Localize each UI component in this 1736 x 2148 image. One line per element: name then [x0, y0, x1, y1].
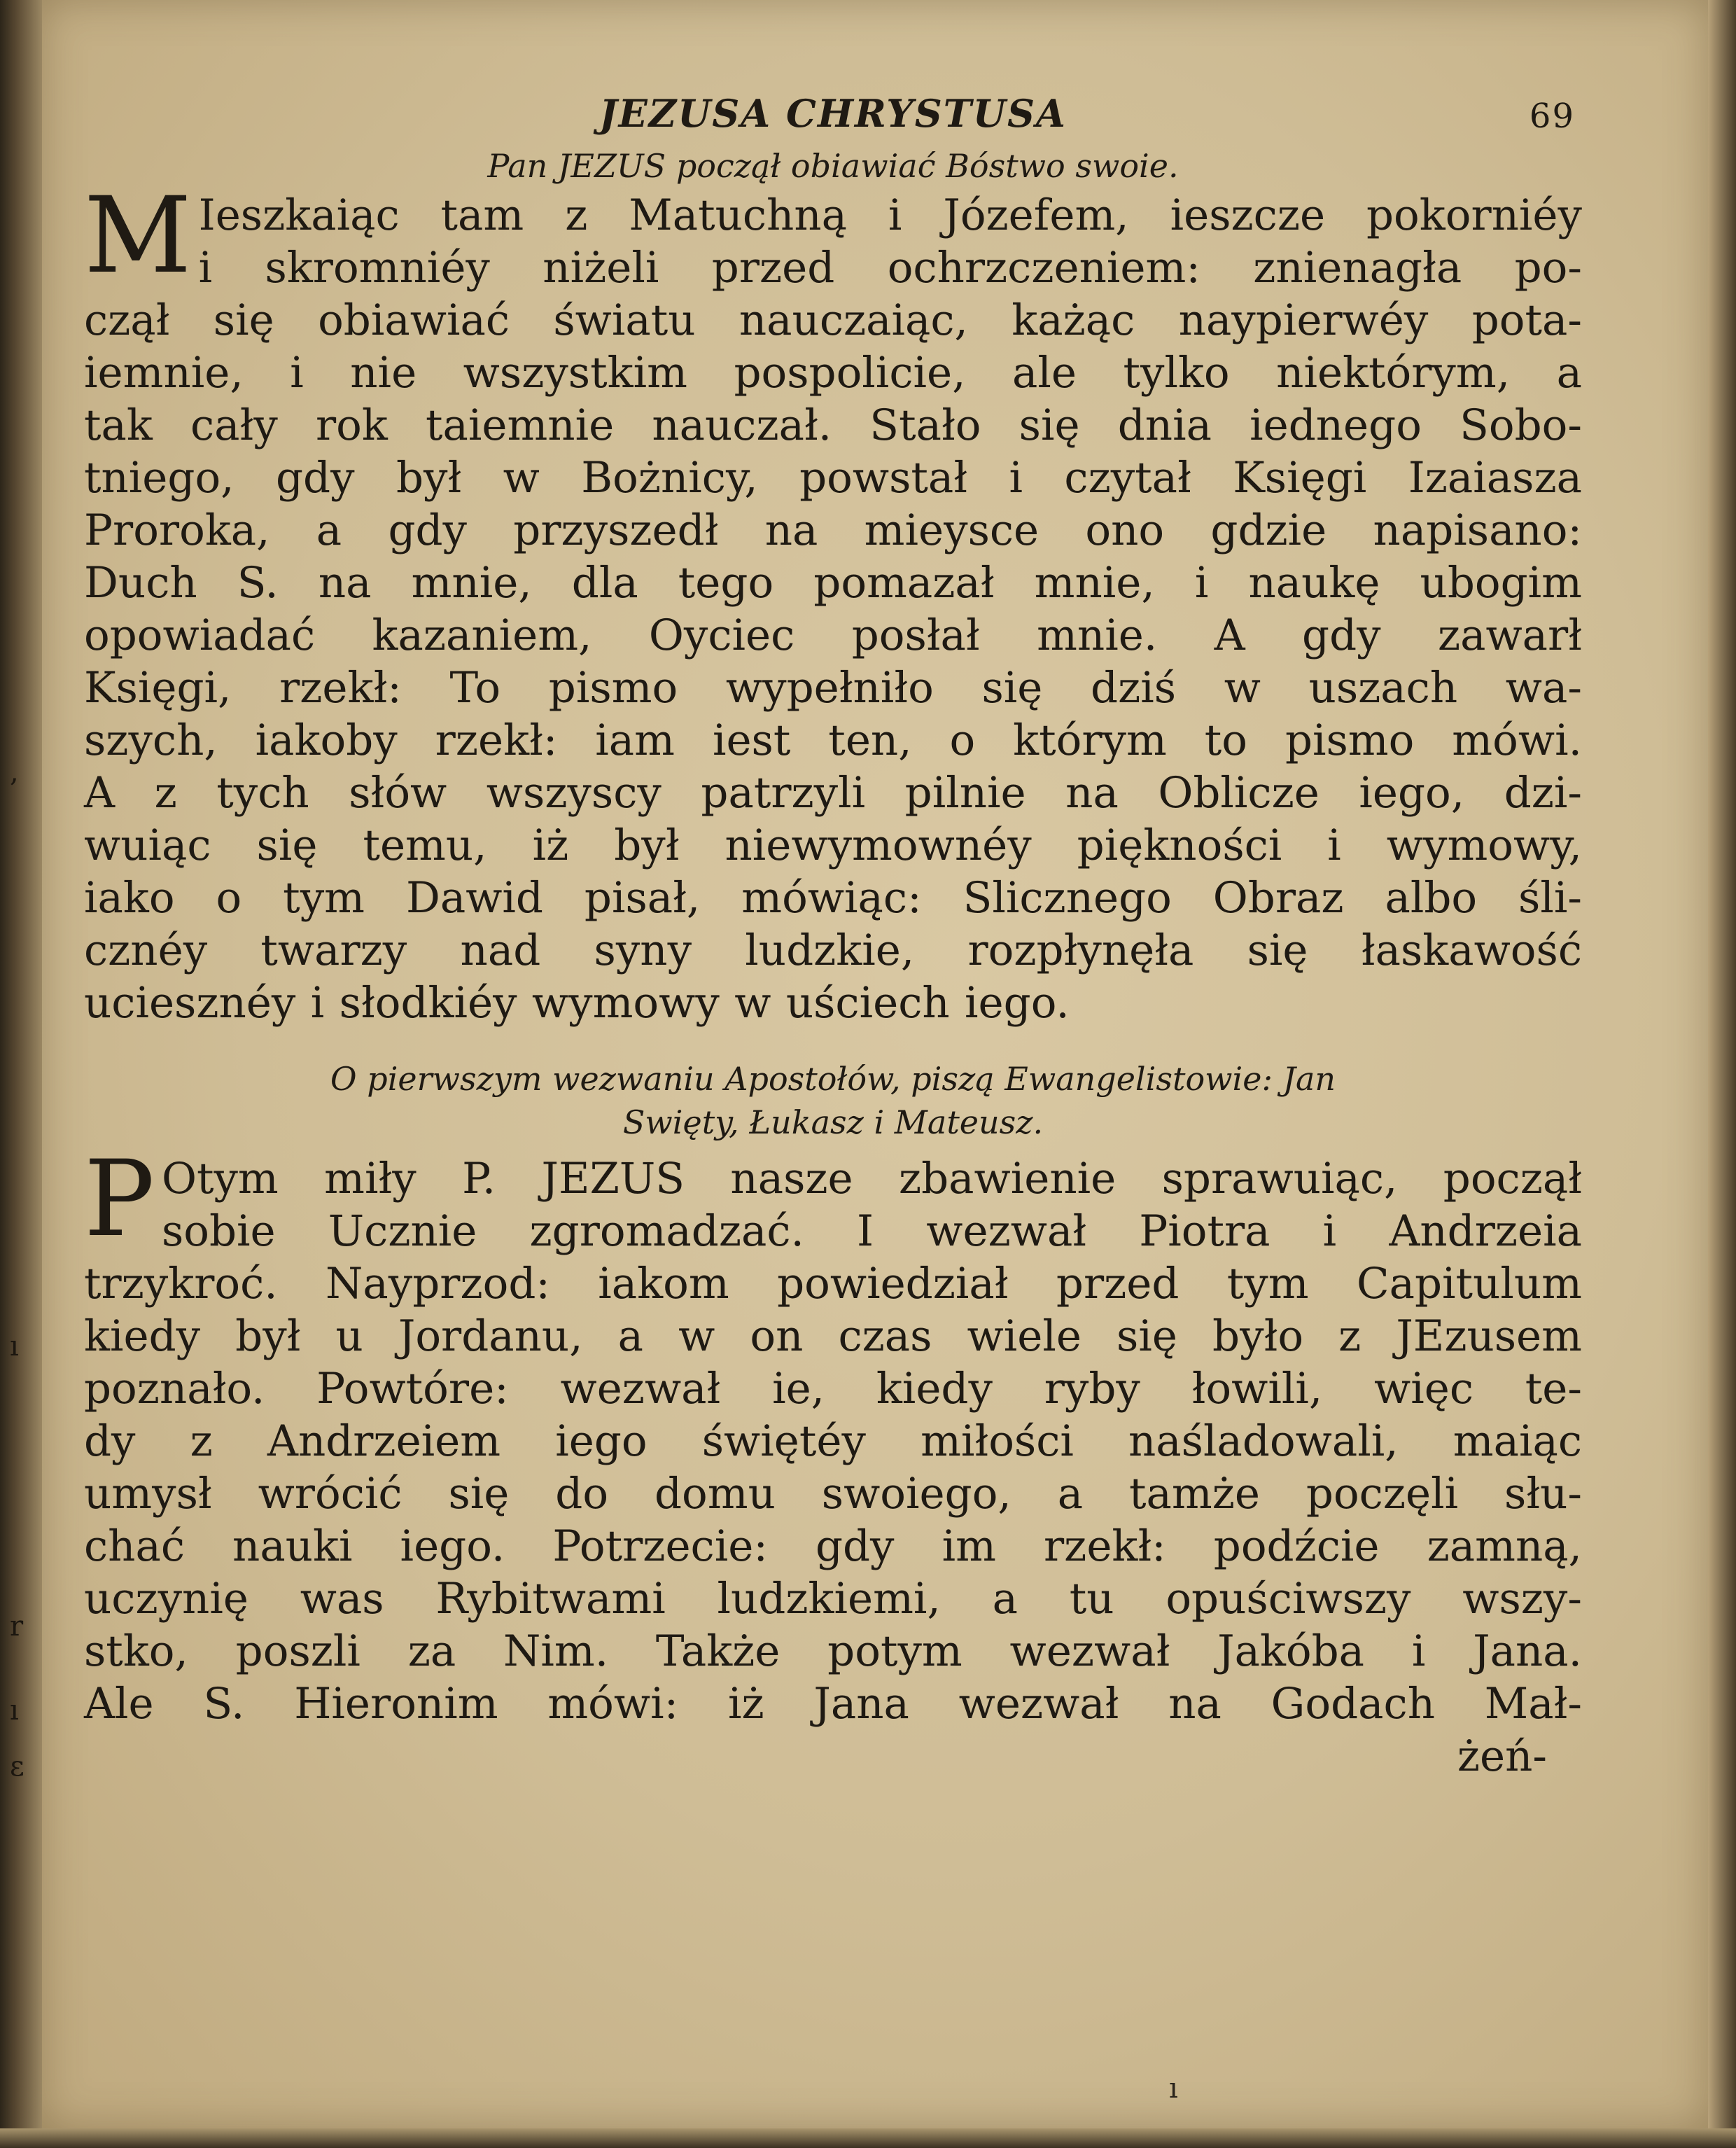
text-line: trzykroć. Nayprzod: iakom powiedział przed tym Capitulum — [84, 1259, 1582, 1309]
chapter-subheading: Pan JEZUS począł obiawiać Bóstwo swoie. — [487, 147, 1179, 185]
page-bottom-edge — [0, 2128, 1736, 2148]
text-line: Ieszkaiąc tam z Matuchną i Józefem, ieszcze pokorniéy — [198, 190, 1582, 240]
text-line: uciesznéy i słodkiéy wymowy w uściech iego. — [84, 978, 1070, 1028]
paragraph-2 — [84, 1138, 1582, 1730]
text-line: iako o tym Dawid pisał, mówiąc: Slicznego Obraz albo śli- — [84, 873, 1582, 923]
text-line: i skromniéy niżeli przed ochrzczeniem: znienagła po- — [198, 243, 1582, 293]
text-line: czął się obiawiać światu nauczaiąc, każąc naypierwéy pota- — [84, 295, 1582, 345]
signature-mark: ı — [1169, 2072, 1178, 2105]
running-head — [84, 91, 1582, 147]
text-line: kiedy był u Jordanu, a w on czas wiele się było z JEzusem — [84, 1311, 1582, 1361]
text-line: dy z Andrzeiem iego świętéy miłości naśladowali, maiąc — [84, 1416, 1582, 1466]
text-line: Otym miły P. JEZUS nasze zbawienie sprawuiąc, począł — [161, 1154, 1582, 1204]
text-line: chać nauki iego. Potrzecie: gdy im rzekł: podźcie zamną, — [84, 1521, 1582, 1571]
section-title-line: Swięty, Łukasz i Mateusz. — [622, 1103, 1044, 1141]
text-line: umysł wrócić się do domu swoiego, a tamże poczęli słu- — [84, 1469, 1582, 1519]
text-line: Księgi, rzekł: To pismo wypełniło się dziś w uszach wa- — [84, 663, 1582, 713]
text-line: Duch S. na mnie, dla tego pomazał mnie, i naukę ubogim — [84, 558, 1582, 608]
drop-cap-2: P — [84, 1138, 155, 1260]
page-right-edge — [1708, 0, 1736, 2148]
drop-cap-1: M — [84, 175, 192, 297]
text-line: stko, poszli za Nim. Także potym wezwał Jakóba i Jana. — [84, 1626, 1582, 1676]
text-line: Ale S. Hieronim mówi: iż Jana wezwał na Godach Mał- — [84, 1679, 1582, 1729]
paragraph-1 — [84, 175, 1582, 1029]
text-line: szych, iakoby rzekł: iam iest ten, o którym to pismo mówi. — [84, 716, 1582, 765]
text-line: wuiąc się temu, iż był niewymownéy piękności i wymowy, — [84, 821, 1582, 870]
text-line: poznało. Powtóre: wezwał ie, kiedy ryby łowili, więc te- — [84, 1364, 1582, 1414]
text-line: Proroka, a gdy przyszedł na mieysce ono gdzie napisano: — [84, 505, 1582, 555]
text-line: iemnie, i nie wszystkim pospolicie, ale tylko niektórym, a — [84, 348, 1582, 398]
section-title — [84, 1057, 1582, 1144]
page-number: 69 — [1529, 97, 1575, 136]
text-line: cznéy twarzy nad syny ludzkie, rozpłynęła się łaskawość — [84, 926, 1582, 975]
text-line: uczynię was Rybitwami ludzkiemi, a tu opuściwszy wszy- — [84, 1574, 1582, 1624]
facing-page-margin: , ı r ı ε — [10, 756, 24, 1783]
text-line: tniego, gdy był w Bożnicy, powstał i czytał Księgi Izaiasza — [84, 453, 1582, 503]
text-line: opowiadać kazaniem, Oyciec posłał mnie. A gdy zawarł — [84, 611, 1582, 660]
page-text — [84, 91, 1582, 1783]
text-line: A z tych słów wszyscy patrzyli pilnie na Oblicze iego, dzi- — [84, 768, 1582, 818]
running-head-title: JEZUSA CHRYSTUSA — [599, 91, 1067, 136]
text-line: tak cały rok taiemnie nauczał. Stało się dnia iednego Sobo- — [84, 400, 1582, 450]
section-title-line: O pierwszym wezwaniu Apostołów, piszą Ewangelistowie: Jan — [330, 1060, 1336, 1098]
text-line: sobie Ucznie zgromadzać. I wezwał Piotra i Andrzeia — [161, 1206, 1582, 1256]
catchword: żeń- — [1457, 1731, 1547, 1781]
